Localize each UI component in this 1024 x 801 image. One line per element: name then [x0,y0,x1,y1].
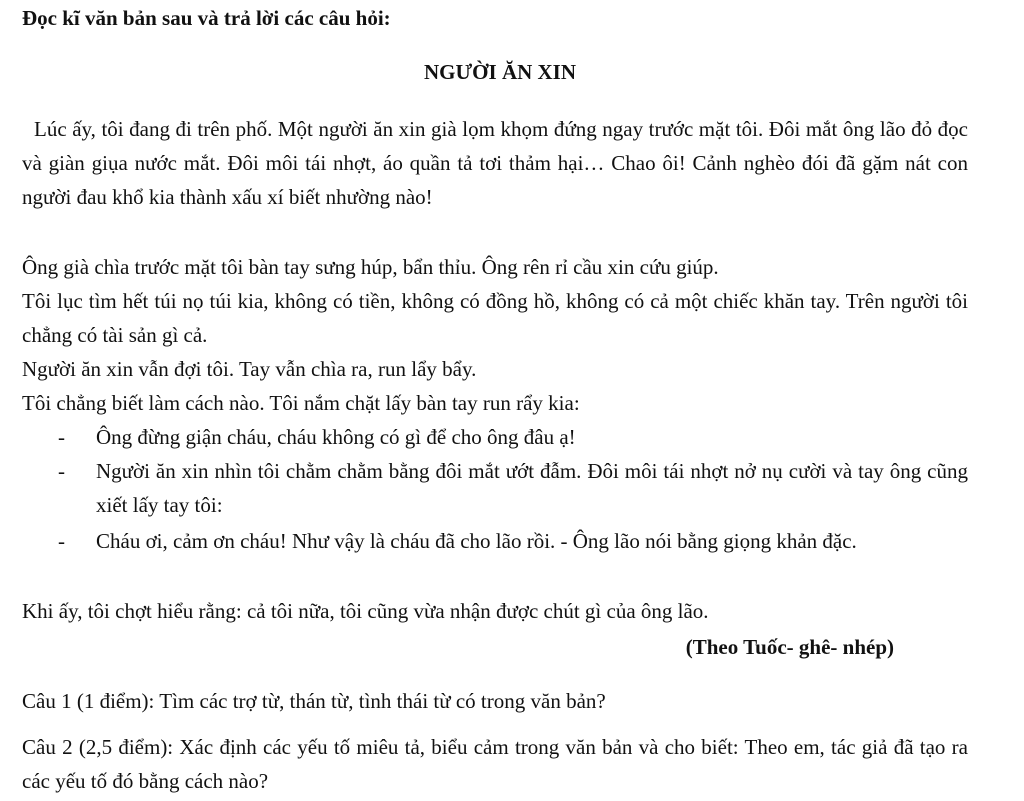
paragraph-2: Ông già chìa trước mặt tôi bàn tay sưng húp, bẩn thỉu. Ông rên rỉ cầu xin cứu giúp. [22,255,719,279]
dialogue-dash-3: - [58,529,65,553]
paragraph-5: Tôi chẳng biết làm cách nào. Tôi nắm chặt lấy bàn tay run rẩy kia: [22,391,580,415]
paragraph-1: Lúc ấy, tôi đang đi trên phố. Một người ăn xin già lọm khọm đứng ngay trước mặt tôi. Đôi mắt ông lão đỏ đọc và giàn giụa nước mắt. Đôi môi tái nhợt, áo quần tả tơi thảm hại… Chao ôi! Cảnh nghèo đói đã gặm nát con người đau khổ kia thành xấu xí biết nhường nào! [22,117,968,209]
paragraph-4: Người ăn xin vẫn đợi tôi. Tay vẫn chìa ra, run lẩy bẩy. [22,357,477,381]
question-1: Câu 1 (1 điểm): Tìm các trợ từ, thán từ, tình thái từ có trong văn bản? [22,689,606,713]
paragraph-3: Tôi lục tìm hết túi nọ túi kia, không có tiền, không có đồng hồ, không có cả một chiếc khăn tay. Trên người tôi chẳng có tài sản gì cả. [22,289,968,347]
dialogue-dash-1: - [58,425,65,449]
dialogue-line-1: Ông đừng giận cháu, cháu không có gì để cho ông đâu ạ! [96,425,576,449]
dialogue-line-3: Cháu ơi, cảm ơn cháu! Như vậy là cháu đã cho lão rồi. - Ông lão nói bằng giọng khản đặc. [96,529,857,553]
instruction-heading: Đọc kĩ văn bản sau và trả lời các câu hỏi: [22,6,391,30]
dialogue-line-2: Người ăn xin nhìn tôi chằm chằm bằng đôi mắt ướt đẫm. Đôi môi tái nhợt nở nụ cười và tay ông cũng xiết lấy tay tôi: [96,459,968,517]
dialogue-dash-2: - [58,459,65,483]
question-2: Câu 2 (2,5 điểm): Xác định các yếu tố miêu tả, biểu cảm trong văn bản và cho biết: Theo em, tác giả đã tạo ra các yếu tố đó bằng cách nào? [22,735,968,793]
source-citation: (Theo Tuốc- ghê- nhép) [685,635,894,659]
closing-paragraph: Khi ấy, tôi chợt hiểu rằng: cả tôi nữa, tôi cũng vừa nhận được chút gì của ông lão. [22,599,709,623]
story-title: NGƯỜI ĂN XIN [423,60,577,84]
